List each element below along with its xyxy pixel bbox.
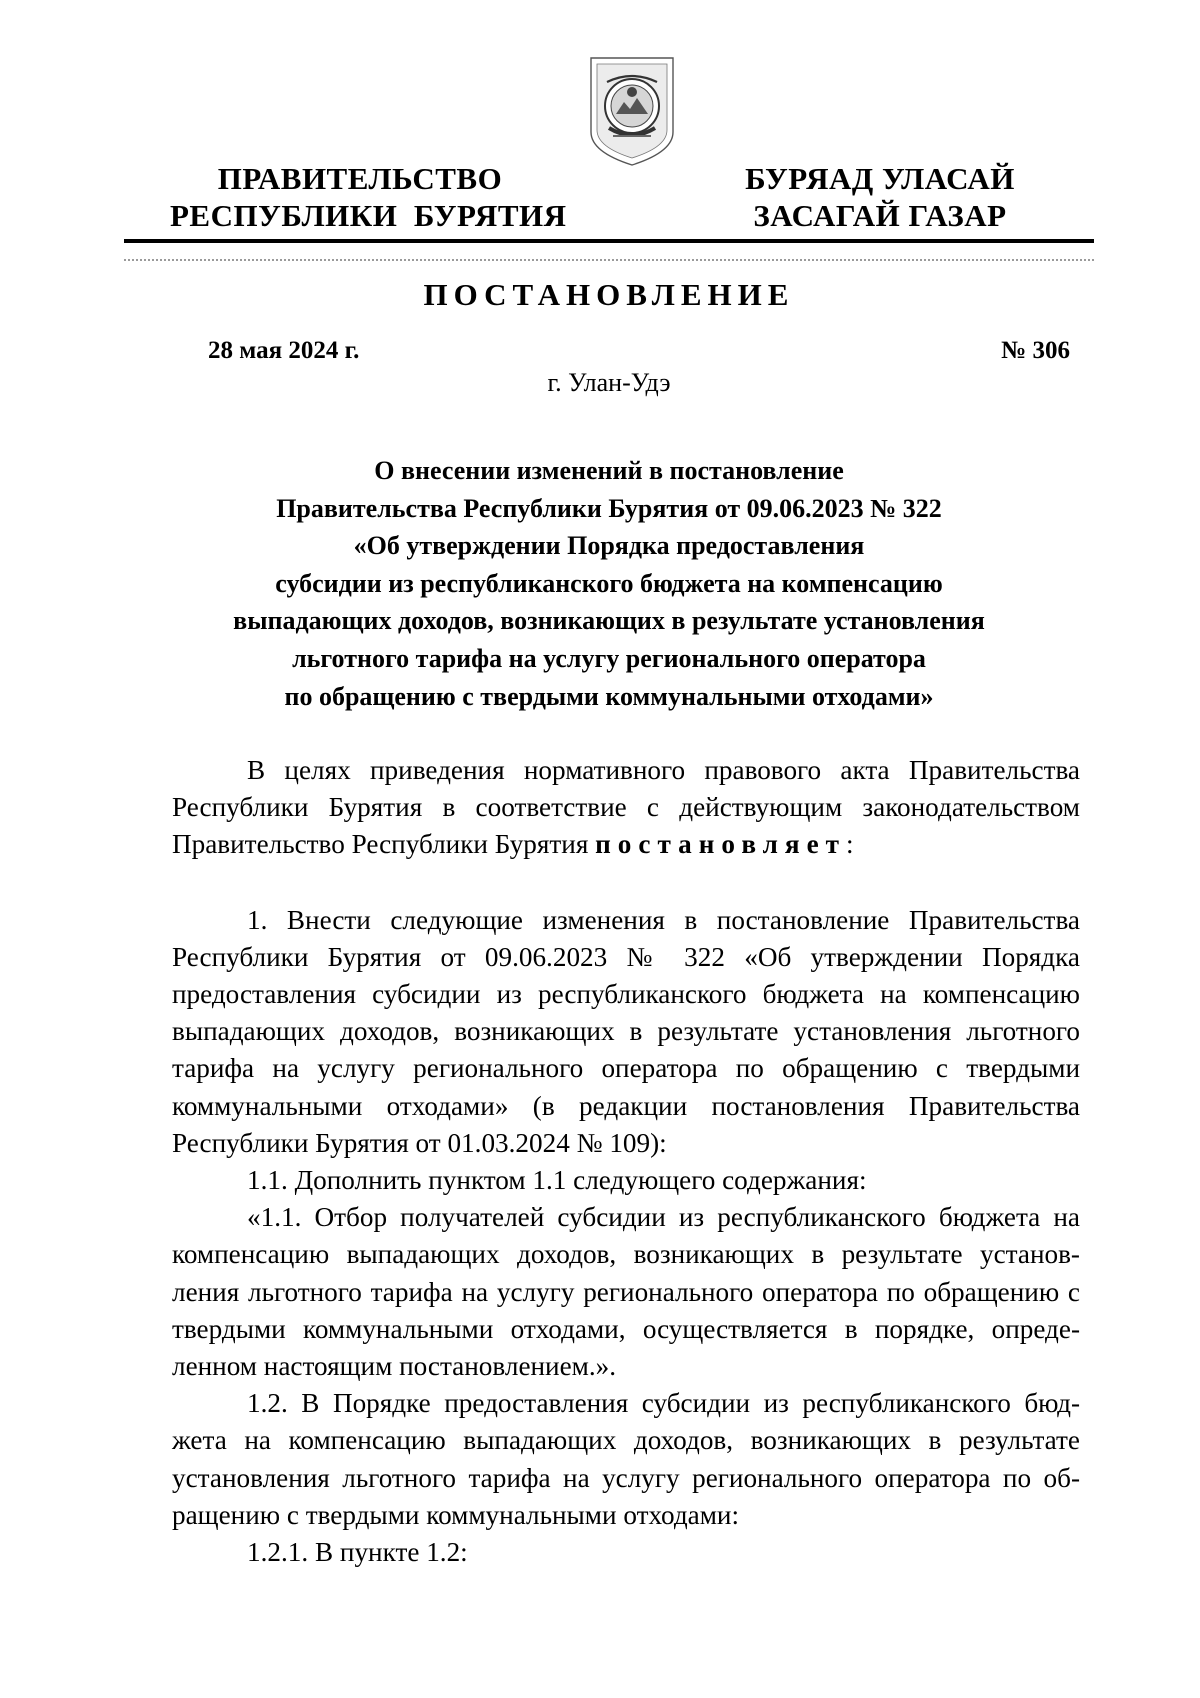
preamble-text: В целях приведения нормативного правового акта Правительства Республики Бурятия в соответствие с действующим законодательством Правительство Республики Бурятия — [172, 755, 1080, 860]
title-line: Правительства Республики Бурятия от 09.06.2023 № 322 — [276, 493, 942, 523]
org-name-buryat — [740, 160, 1020, 234]
preamble-verb: постановляет — [595, 829, 847, 860]
body-paragraph: «1.1. Отбор получателей субсидии из республиканского бюджета на компенсацию выпадающих доходов, возникающих в результате установ-ления льготного тарифа на услугу регионального оператора по обращению с твердыми коммунальными отходами, осуществляется в порядке, опреде-ленном настоящим постановлением.». — [172, 1202, 1080, 1382]
title-line: по обращению с твердыми коммунальными отходами» — [284, 681, 934, 711]
document-number: № 306 — [1001, 337, 1070, 364]
body-paragraph: 1.1. Дополнить пунктом 1.1 следующего содержания: — [247, 1165, 867, 1196]
document-city: г. Улан-Удэ — [547, 368, 671, 397]
title-line: выпадающих доходов, возникающих в результате установления — [233, 606, 985, 636]
title-line: льготного тарифа на услугу регионального оператора — [292, 643, 926, 673]
body-paragraph: 1. Внести следующие изменения в постановление Правительства Республики Бурятия от 09.06.2023 № 322 «Об утверждении Порядка предоставления субсидии из республиканского бюджета на компенсацию выпадающих доходов, возникающих в результате установления льготного тарифа на услугу регионального оператора по обращению с твердыми коммунальными отходами» (в редакции постановления Правительства Республики Бурятия от 01.03.2024 № 109): — [172, 904, 1080, 1158]
org-name-buryat-line-2: ЗАСАГАЙ ГАЗАР — [753, 198, 1007, 233]
header-divider-thin — [124, 259, 1094, 261]
body-paragraph: 1.2. В Порядке предоставления субсидии из республиканского бюд-жета на компенсацию выпадающих доходов, возникающих в результате установления льготного тарифа на услугу регионального оператора по об-ращению с твердыми коммунальными отходами: — [172, 1388, 1080, 1530]
org-name-russian-line-2: РЕСПУБЛИКИ БУРЯТИЯ — [170, 198, 567, 233]
title-line: «Об утверждении Порядка предоставления — [353, 531, 865, 561]
document-title — [124, 452, 1094, 715]
title-line: субсидии из республиканского бюджета на компенсацию — [275, 568, 943, 598]
org-name-russian-line-1: ПРАВИТЕЛЬСТВО — [217, 161, 503, 196]
coat-of-arms-icon — [583, 52, 681, 168]
document-type: ПОСТАНОВЛЕНИЕ — [423, 277, 795, 312]
preamble-end: : — [846, 829, 854, 860]
org-name-buryat-line-1: БУРЯАД УЛАСАЙ — [745, 161, 1015, 196]
preamble-paragraph — [172, 752, 1080, 864]
header-divider-thick — [124, 239, 1094, 243]
document-date: 28 мая 2024 г. — [208, 337, 360, 364]
document-body — [172, 752, 1080, 1571]
title-line: О внесении изменений в постановление — [374, 456, 844, 485]
body-paragraph: 1.2.1. В пункте 1.2: — [247, 1537, 468, 1568]
org-name-russian — [170, 160, 567, 234]
